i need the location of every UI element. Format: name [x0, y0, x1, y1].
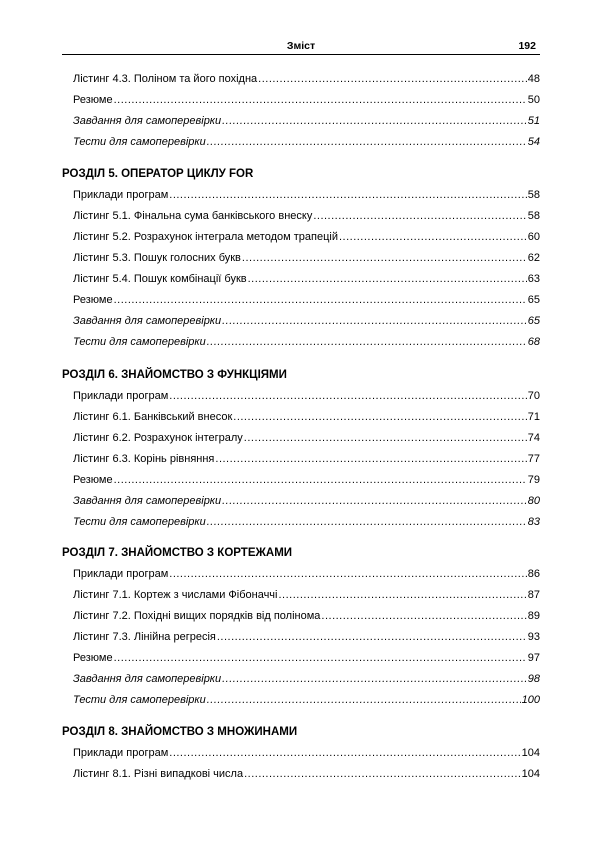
- dot-leader: [242, 251, 527, 265]
- toc-entry: [73, 314, 540, 328]
- dot-leader: [248, 272, 527, 286]
- toc-entry-title: Лістинг 6.2. Розрахунок інтегралу: [73, 432, 243, 444]
- toc-entry: [73, 135, 540, 149]
- toc-entry-title: Тести для самоперевірки: [73, 694, 206, 706]
- dot-leader: [222, 494, 527, 508]
- toc-entry: [73, 410, 540, 424]
- toc-entry-title: Лістинг 6.3. Корінь рівняння: [73, 453, 215, 465]
- toc-entry: [73, 72, 540, 86]
- section-heading: РОЗДІЛ 7. ЗНАЙОМСТВО З КОРТЕЖАМИ: [62, 547, 293, 559]
- dot-leader: [169, 389, 526, 403]
- section-heading: РОЗДІЛ 8. ЗНАЙОМСТВО З МНОЖИНАМИ: [62, 726, 298, 738]
- toc-entry-page: 74: [527, 432, 540, 444]
- toc-entry-page: 63: [527, 273, 540, 285]
- section-heading: РОЗДІЛ 5. ОПЕРАТОР ЦИКЛУ FOR: [62, 168, 254, 180]
- toc-entry: [73, 431, 540, 445]
- toc-entry: [73, 452, 540, 466]
- toc-entry-title: Резюме: [73, 652, 113, 664]
- toc-entry-page: 71: [527, 411, 540, 423]
- toc-entry-page: 65: [527, 294, 540, 306]
- dot-leader: [222, 672, 527, 686]
- toc-entry-title: Лістинг 7.2. Похідні вищих порядків від полінома: [73, 610, 321, 622]
- toc-entry: [73, 609, 540, 623]
- dot-leader: [339, 230, 527, 244]
- dot-leader: [207, 335, 527, 349]
- dot-leader: [207, 515, 527, 529]
- dot-leader: [244, 767, 521, 781]
- toc-entry-page: 79: [527, 474, 540, 486]
- toc-entry: [73, 494, 540, 508]
- toc-entry-page: 51: [527, 115, 540, 127]
- toc-entry-title: Тести для самоперевірки: [73, 336, 206, 348]
- dot-leader: [244, 431, 527, 445]
- toc-entry-page: 86: [527, 568, 540, 580]
- toc-entry: [73, 746, 540, 760]
- toc-entry-title: Завдання для самоперевірки: [73, 315, 222, 327]
- dot-leader: [114, 93, 527, 107]
- dot-leader: [321, 609, 526, 623]
- toc-entry-page: 50: [527, 94, 540, 106]
- toc-entry-page: 48: [527, 73, 540, 85]
- toc-entry-title: Резюме: [73, 94, 113, 106]
- toc-entry: [73, 588, 540, 602]
- toc-entry-title: Лістинг 7.1. Кортеж з числами Фібоначчі: [73, 589, 278, 601]
- toc-entry: [73, 293, 540, 307]
- toc-entry-page: 93: [527, 631, 540, 643]
- toc-entry-title: Лістинг 4.3. Поліном та його похідна: [73, 73, 258, 85]
- toc-entry-title: Приклади програм: [73, 189, 169, 201]
- toc-entry-page: 58: [527, 210, 540, 222]
- section-heading: РОЗДІЛ 6. ЗНАЙОМСТВО З ФУНКЦІЯМИ: [62, 369, 287, 381]
- toc-entry: [73, 630, 540, 644]
- dot-leader: [258, 72, 527, 86]
- toc-entry-page: 100: [521, 694, 540, 706]
- toc-entry-title: Завдання для самоперевірки: [73, 115, 222, 127]
- toc-entry-title: Лістинг 5.1. Фінальна сума банківського внеску: [73, 210, 313, 222]
- toc-entry-page: 104: [521, 768, 540, 780]
- toc-entry: [73, 230, 540, 244]
- toc-entry-page: 104: [521, 747, 540, 759]
- toc-entry-title: Лістинг 6.1. Банківський внесок: [73, 411, 233, 423]
- toc-entry-title: Тести для самоперевірки: [73, 516, 206, 528]
- toc-entry-title: Приклади програм: [73, 747, 169, 759]
- toc-entry-title: Приклади програм: [73, 390, 169, 402]
- toc-entry-page: 97: [527, 652, 540, 664]
- toc-entry-title: Завдання для самоперевірки: [73, 673, 222, 685]
- dot-leader: [169, 746, 520, 760]
- dot-leader: [278, 588, 526, 602]
- toc-entry: [73, 272, 540, 286]
- toc-entry-page: 87: [527, 589, 540, 601]
- toc-entry: [73, 767, 540, 781]
- toc-entry-title: Тести для самоперевірки: [73, 136, 206, 148]
- dot-leader: [222, 114, 527, 128]
- toc-entry-title: Резюме: [73, 474, 113, 486]
- toc-entry-page: 98: [527, 673, 540, 685]
- toc-entry-title: Резюме: [73, 294, 113, 306]
- toc-entry: [73, 188, 540, 202]
- dot-leader: [222, 314, 527, 328]
- dot-leader: [207, 135, 527, 149]
- toc-entry: [73, 515, 540, 529]
- header-title: Зміст: [286, 40, 316, 52]
- toc-entry: [73, 672, 540, 686]
- toc-entry: [73, 93, 540, 107]
- toc-entry: [73, 251, 540, 265]
- toc-entry-title: Лістинг 7.3. Лінійна регресія: [73, 631, 216, 643]
- toc-entry-page: 68: [527, 336, 540, 348]
- toc-entry: [73, 693, 540, 707]
- dot-leader: [217, 630, 527, 644]
- dot-leader: [114, 293, 527, 307]
- toc-entry-page: 89: [527, 610, 540, 622]
- toc-entry-page: 77: [527, 453, 540, 465]
- dot-leader: [114, 651, 527, 665]
- dot-leader: [169, 188, 526, 202]
- toc-entry-page: 65: [527, 315, 540, 327]
- toc-entry: [73, 335, 540, 349]
- toc-entry-title: Лістинг 5.4. Пошук комбінації букв: [73, 273, 247, 285]
- dot-leader: [114, 473, 527, 487]
- toc-entry: [73, 209, 540, 223]
- dot-leader: [215, 452, 526, 466]
- toc-entry: [73, 567, 540, 581]
- toc-entry-title: Лістинг 5.2. Розрахунок інтеграла методом трапецій: [73, 231, 338, 243]
- toc-entry-page: 83: [527, 516, 540, 528]
- header-page-number: 192: [518, 40, 536, 52]
- page-header: [62, 40, 540, 55]
- toc-entry-page: 60: [527, 231, 540, 243]
- toc-entry-title: Завдання для самоперевірки: [73, 495, 222, 507]
- toc-entry-title: Лістинг 5.3. Пошук голосних букв: [73, 252, 241, 264]
- toc-entry-page: 54: [527, 136, 540, 148]
- dot-leader: [313, 209, 526, 223]
- toc-entry: [73, 389, 540, 403]
- toc-entry-title: Лістинг 8.1. Різні випадкові числа: [73, 768, 244, 780]
- toc-entry: [73, 473, 540, 487]
- toc-entry-page: 62: [527, 252, 540, 264]
- toc-entry: [73, 651, 540, 665]
- toc-entry-page: 80: [527, 495, 540, 507]
- dot-leader: [207, 693, 521, 707]
- toc-entry-title: Приклади програм: [73, 568, 169, 580]
- toc-entry-page: 58: [527, 189, 540, 201]
- dot-leader: [169, 567, 526, 581]
- toc-entry: [73, 114, 540, 128]
- dot-leader: [233, 410, 526, 424]
- toc-entry-page: 70: [527, 390, 540, 402]
